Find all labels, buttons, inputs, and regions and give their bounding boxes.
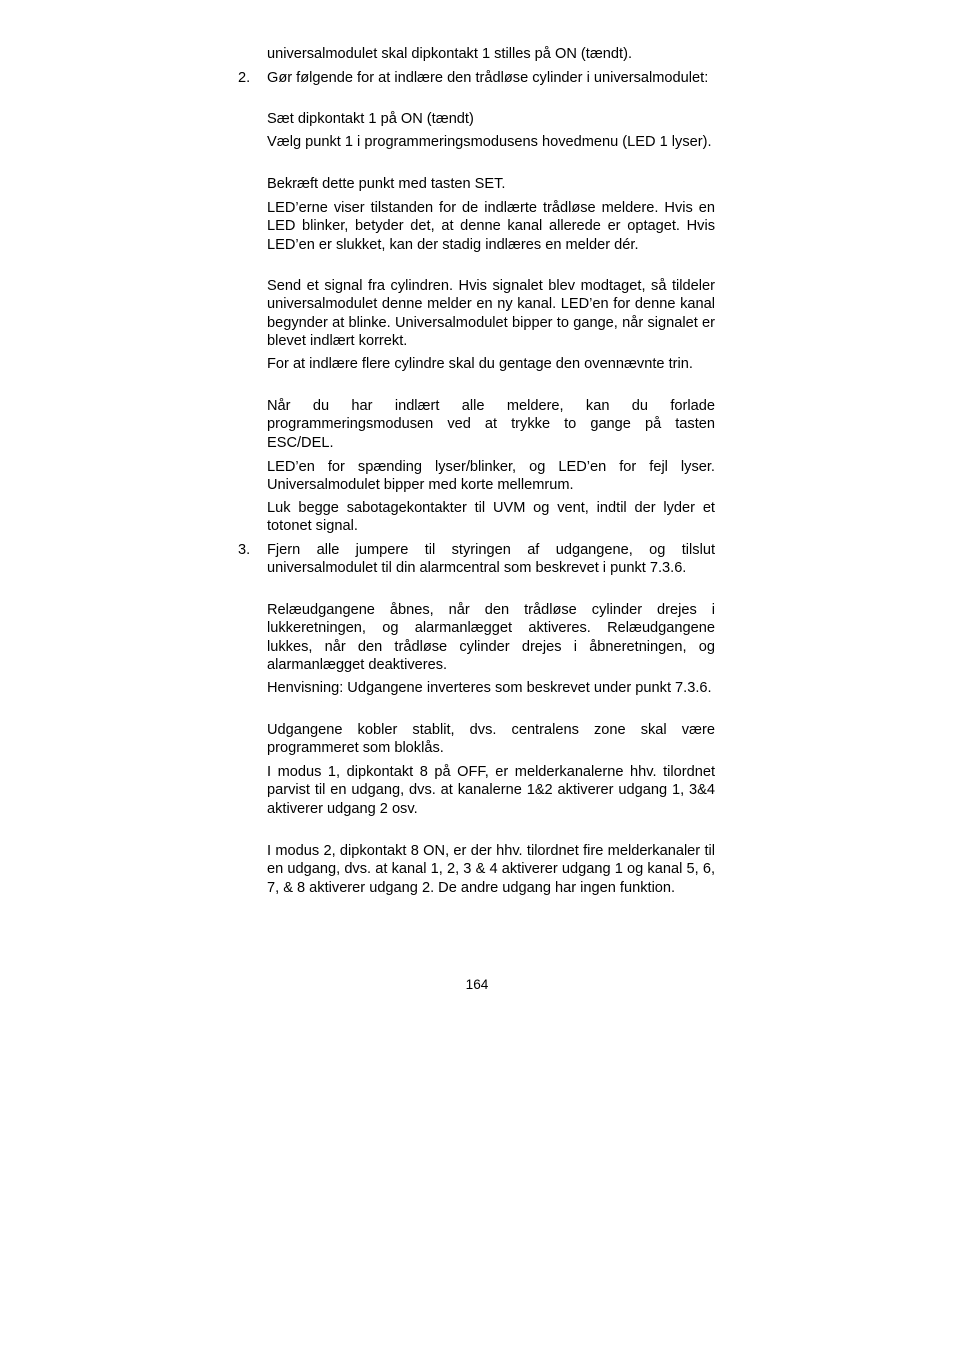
paragraph-close-tamper: Luk begge sabotagekontakter til UVM og vent, indtil der lyder et totonet signal. xyxy=(267,500,715,535)
paragraph-leave-programming: Når du har indlært alle meldere, kan du forlade programmeringsmodusen ved at trykke to gange på tasten ESC/DEL. xyxy=(267,398,715,451)
paragraph-mode-2: I modus 2, dipkontakt 8 ON, er der hhv. tilordnet fire melderkanaler til en udgang, dvs. at kanal 1, 2, 3 & 4 aktiverer udgang 1 og kanal 5, 6, 7, & 8 aktiverer udgang 2. De andre udgang har ingen funktion. xyxy=(267,843,715,896)
paragraph-mode-1: I modus 1, dipkontakt 8 på OFF, er melderkanalerne hhv. tilordnet parvist til en udgang, dvs. at kanalerne 1&2 aktiverer udgang 1, 3&4 aktiverer udgang 2 osv. xyxy=(267,764,715,817)
paragraph-relay-outputs: Relæudgangene åbnes, når den trådløse cylinder drejes i lukkeretningen, og alarmanlægget aktiveres. Relæudgangene lukkes, når den trådløse cylinder drejes i åbneretningen, og alarmanlægget deaktiveres. xyxy=(267,602,715,674)
paragraph-led-state: LED’erne viser tilstanden for de indlærte trådløse meldere. Hvis en LED blinker, betyder det, at denne kanal allerede er optaget. Hvis LED’en er slukket, kan der stadig indlæres en melder dér. xyxy=(267,200,715,253)
paragraph-led-voltage: LED’en for spænding lyser/blinker, og LED’en for fejl lyser. Universalmodulet bipper med korte mellemrum. xyxy=(267,459,715,494)
paragraph-step-3-jumpers: Fjern alle jumpere til styringen af udgangene, og tilslut universalmodulet til din alarmcentral som beskrevet i punkt 7.3.6. xyxy=(267,542,715,577)
list-number-3: 3. xyxy=(238,542,251,558)
paragraph-outputs-stable: Udgangene kobler stablit, dvs. centralens zone skal være programmeret som bloklås. xyxy=(267,722,715,757)
paragraph-step-2-intro: Gør følgende for at indlære den trådløse cylinder i universalmodulet: xyxy=(267,70,709,86)
paragraph-confirm-set: Bekræft dette punkt med tasten SET. xyxy=(267,176,506,192)
paragraph-dipswitch-on: universalmodulet skal dipkontakt 1 stilles på ON (tændt). xyxy=(267,46,633,62)
page-number: 164 xyxy=(465,977,489,992)
paragraph-select-menu-point: Vælg punkt 1 i programmeringsmodusens hovedmenu (LED 1 lyser). xyxy=(267,134,712,150)
paragraph-reference-note: Henvisning: Udgangene inverteres som beskrevet under punkt 7.3.6. xyxy=(267,680,712,696)
paragraph-repeat-steps: For at indlære flere cylindre skal du gentage den ovennævnte trin. xyxy=(267,356,693,372)
paragraph-send-signal: Send et signal fra cylindren. Hvis signalet blev modtaget, så tildeler universalmodulet denne melder en ny kanal. LED’en for denne kanal begynder at blinke. Universalmodulet bipper to gange, når signalet er blevet indlært korrekt. xyxy=(267,278,715,350)
list-number-2: 2. xyxy=(238,70,251,86)
paragraph-set-dipswitch: Sæt dipkontakt 1 på ON (tændt) xyxy=(267,111,474,127)
